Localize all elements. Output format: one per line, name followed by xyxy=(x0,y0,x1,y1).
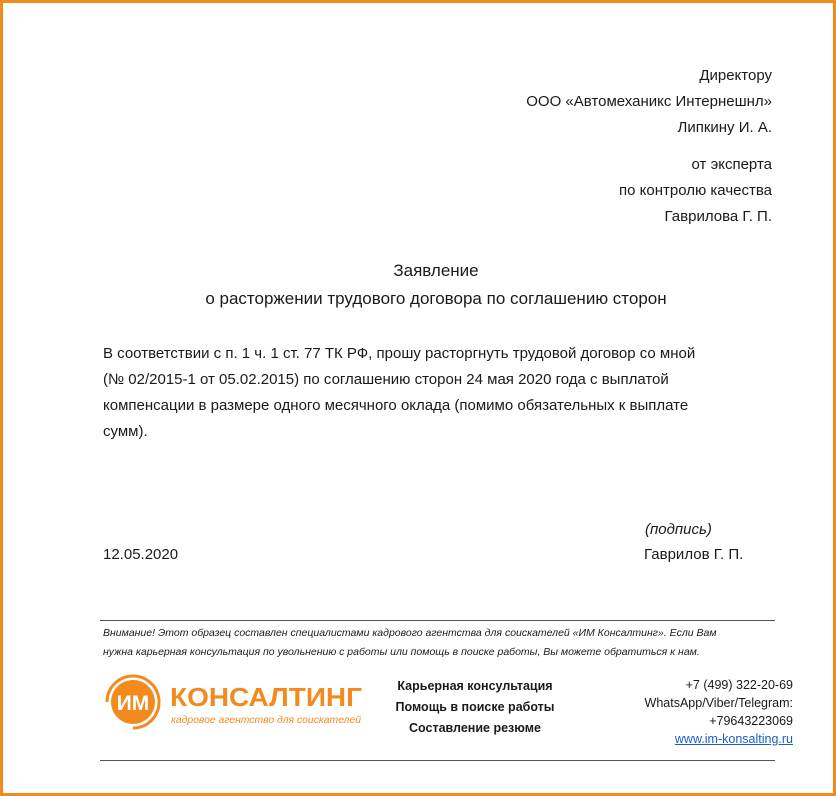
sender-name: Гаврилова Г. П. xyxy=(664,208,772,225)
sender-block xyxy=(619,152,772,230)
footer-divider-top xyxy=(100,620,775,621)
notice-line: нужна карьерная консультация по увольнению с работы или помощь в поиске работы, Вы можете обратиться к нам. xyxy=(103,646,700,658)
logo-tagline: кадровое агентство для соискателей xyxy=(171,714,362,726)
logo-badge: ИМ xyxy=(116,692,150,715)
signature-caption: (подпись) xyxy=(645,521,712,538)
contact-messengers: WhatsApp/Viber/Telegram: xyxy=(644,696,793,710)
sender-prefix: от эксперта xyxy=(691,156,772,173)
document-subtitle: о расторжении трудового договора по соглашению сторон xyxy=(205,289,667,308)
service-item: Составление резюме xyxy=(409,721,541,735)
website-link[interactable]: www.im-konsalting.ru xyxy=(674,732,793,746)
logo-graphic xyxy=(103,672,368,732)
contact-phone: +7 (499) 322-20-69 xyxy=(685,678,793,692)
statement-body xyxy=(103,341,783,445)
service-item: Помощь в поиске работы xyxy=(395,700,555,714)
service-item: Карьерная консультация xyxy=(397,679,553,693)
document-title: Заявление xyxy=(393,261,479,280)
services-list xyxy=(380,676,570,739)
notice-line: Внимание! Этот образец составлен специалистами кадрового агентства для соискателей «ИМ Консалтинг». Если Вам xyxy=(103,627,717,639)
addressee-position: Директору xyxy=(699,67,772,84)
body-line: В соответствии с п. 1 ч. 1 ст. 77 ТК РФ, прошу расторгнуть трудовой договор со мной xyxy=(103,345,696,362)
document-date: 12.05.2020 xyxy=(103,546,179,563)
contacts-block xyxy=(645,676,793,748)
body-line: компенсации в размере одного месячного оклада (помимо обязательных к выплате xyxy=(103,397,689,414)
footer-divider-bottom xyxy=(100,760,775,761)
body-line: (№ 02/2015-1 от 05.02.2015) по соглашению сторон 24 мая 2020 года с выплатой xyxy=(103,371,669,388)
logo-name: КОНСАЛТИНГ xyxy=(170,682,363,712)
signature-name: Гаврилов Г. П. xyxy=(644,546,744,563)
sender-position: по контролю качества xyxy=(619,182,772,199)
contact-mobile: +79643223069 xyxy=(709,714,793,728)
addressee-block xyxy=(526,63,772,141)
notice-text xyxy=(103,624,717,662)
addressee-name: Липкину И. А. xyxy=(677,119,772,136)
body-line: сумм). xyxy=(103,423,148,440)
addressee-company: ООО «Автомеханикс Интернешнл» xyxy=(526,93,772,110)
company-logo[interactable] xyxy=(103,672,368,737)
